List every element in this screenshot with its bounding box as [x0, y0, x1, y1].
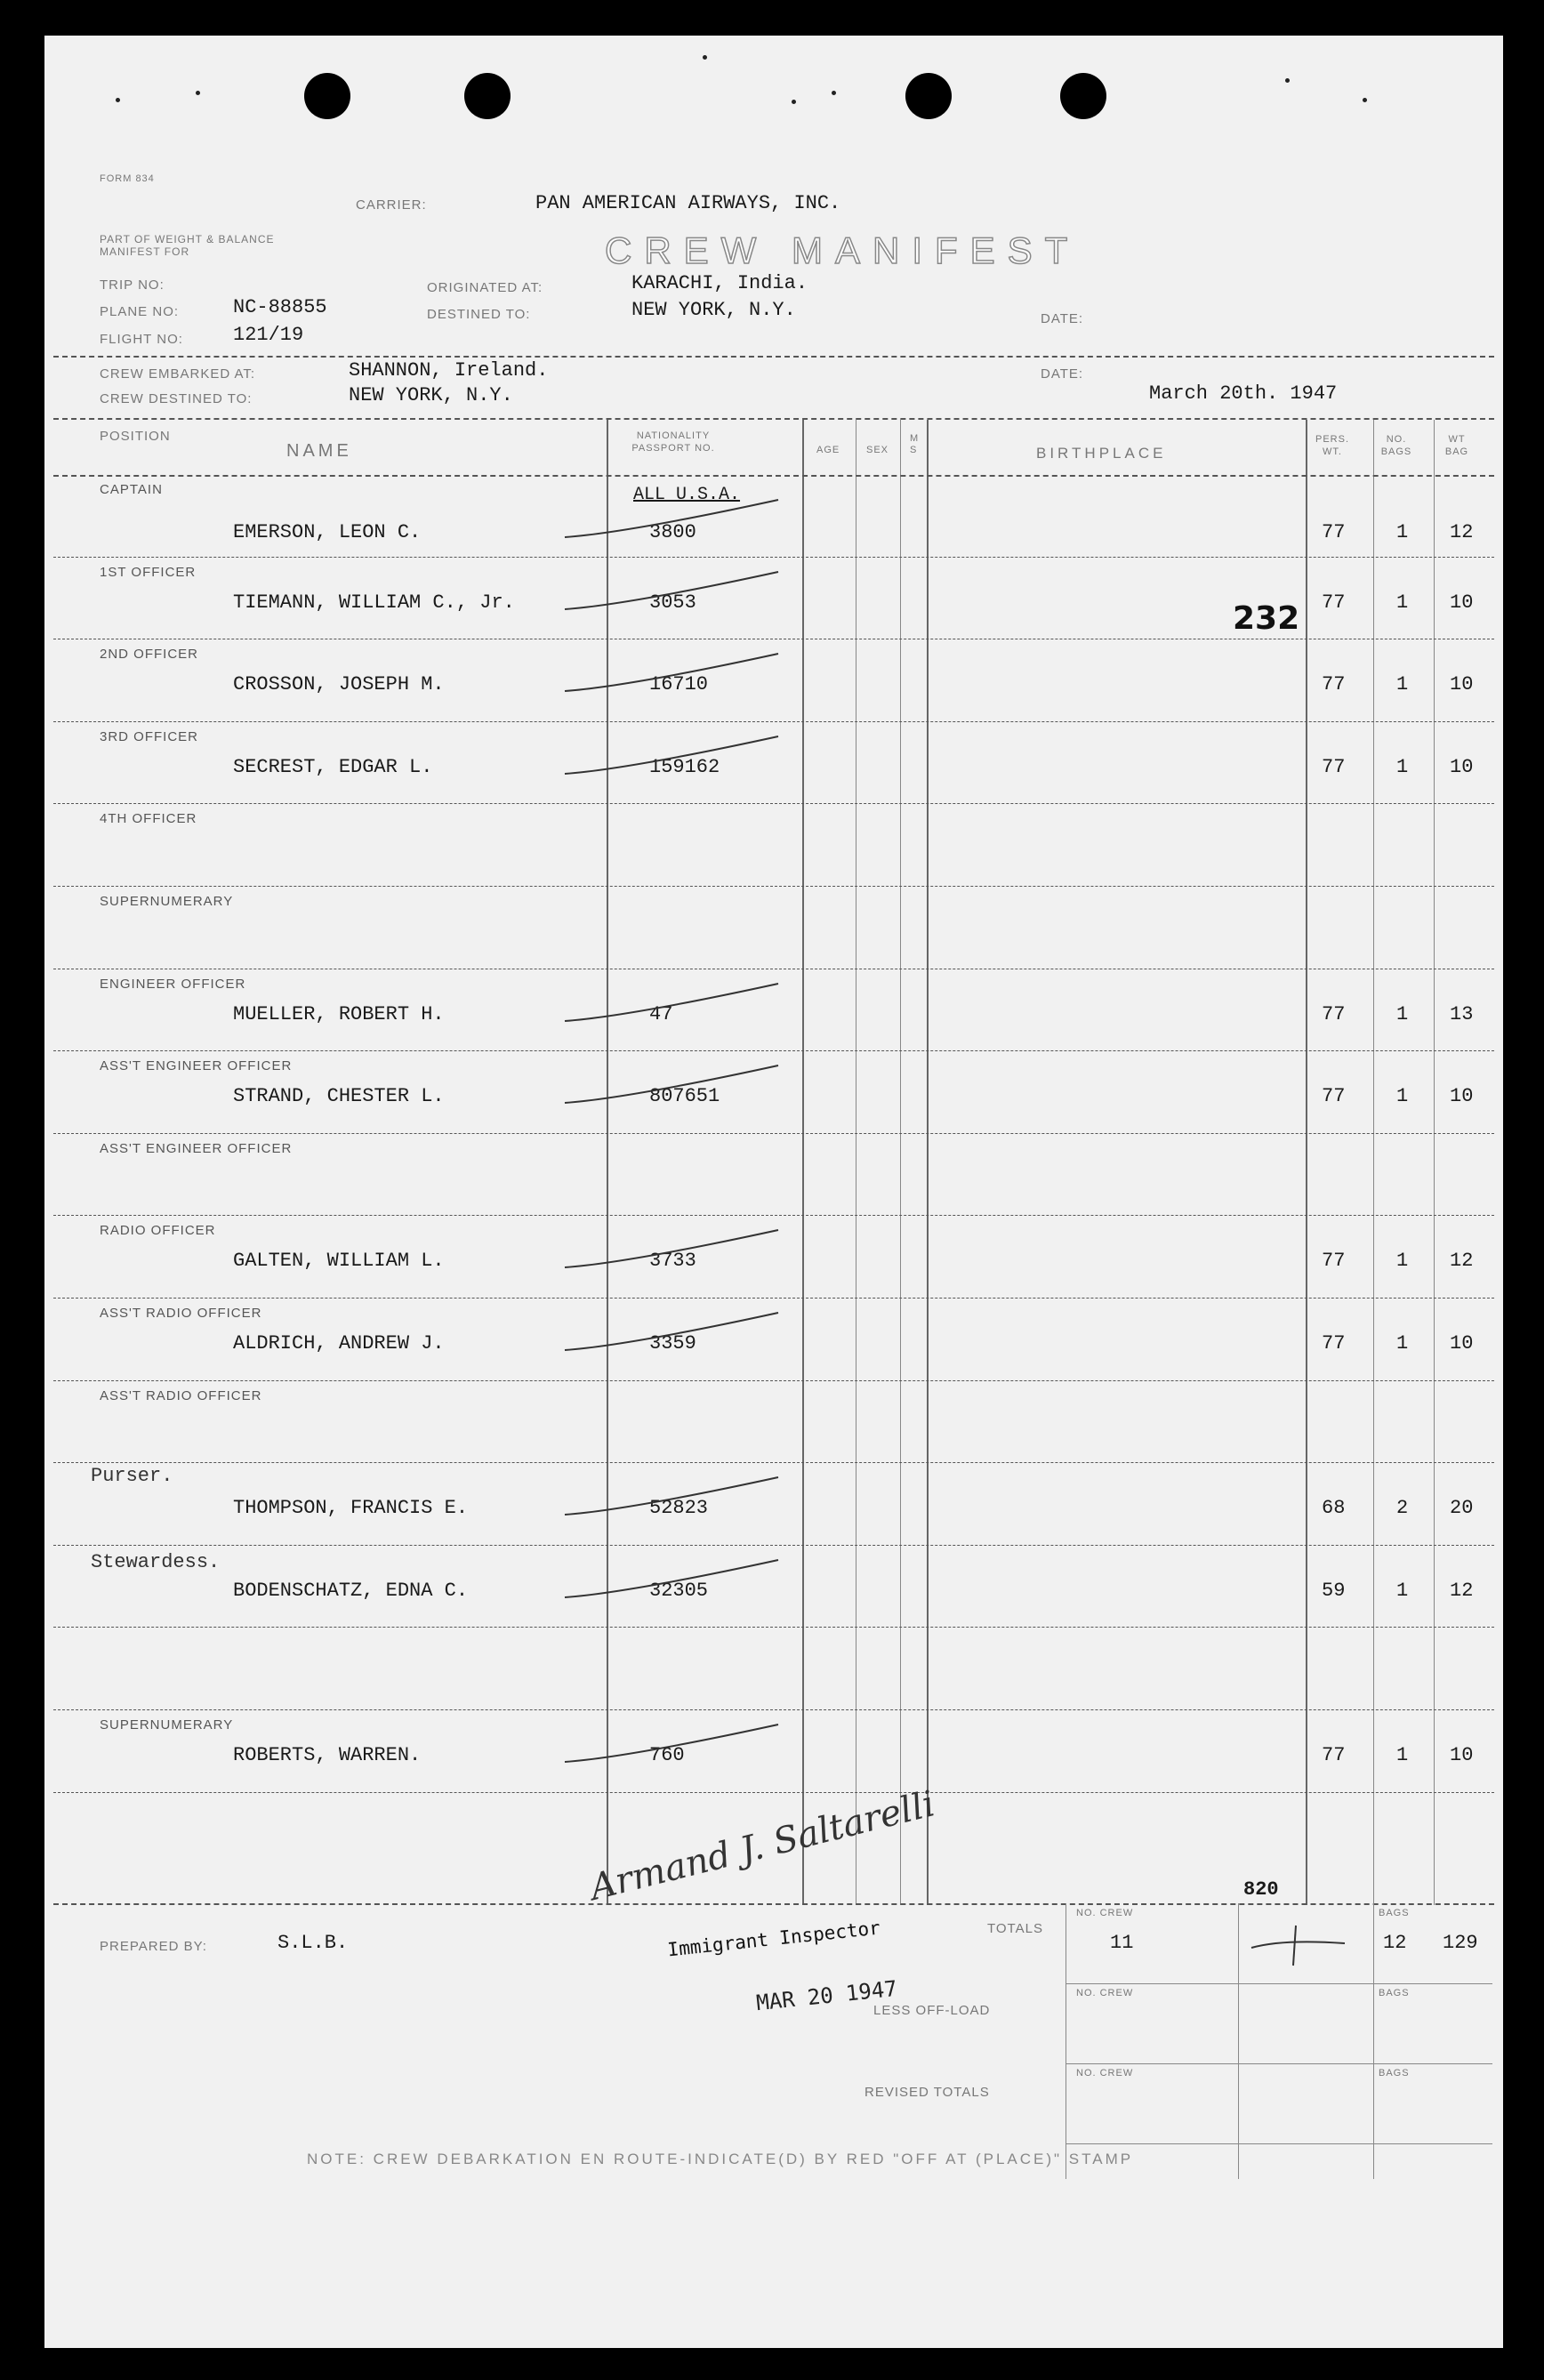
carrier-label: CARRIER:	[356, 197, 427, 213]
bag-count: 1	[1396, 755, 1409, 778]
passport-no: 52823	[649, 1497, 709, 1520]
personal-weight: 77	[1322, 591, 1346, 614]
personal-weight: 77	[1322, 1250, 1346, 1273]
bag-weight: 10	[1450, 673, 1474, 696]
bag-weight: 20	[1450, 1497, 1474, 1520]
date2-label: DATE:	[1041, 366, 1084, 382]
crew-name: EMERSON, LEON C.	[233, 521, 422, 543]
bag-weight: 13	[1450, 1002, 1474, 1025]
table-row	[44, 722, 1503, 805]
table-row	[44, 1381, 1503, 1464]
speck	[832, 91, 836, 95]
totals-label: TOTALS	[987, 1921, 1043, 1936]
personal-weight: 77	[1322, 673, 1346, 696]
revised-totals-label: REVISED TOTALS	[864, 2085, 990, 2100]
plane-no-label: PLANE NO:	[100, 304, 180, 319]
personal-weight: 59	[1322, 1579, 1346, 1602]
passport-no: 47	[649, 1002, 673, 1025]
table-row	[44, 639, 1503, 722]
col-position: POSITION	[100, 429, 171, 444]
col-name: NAME	[286, 441, 352, 461]
position-label: 4TH OFFICER	[100, 811, 197, 827]
table-top-rule	[53, 418, 1494, 420]
col-ms: M S	[910, 433, 920, 455]
position-label: 1ST OFFICER	[100, 564, 197, 580]
header-rule	[53, 356, 1494, 358]
col-no-bags: NO. BAGS	[1380, 434, 1412, 457]
position-label: 3RD OFFICER	[100, 728, 199, 744]
speck	[116, 98, 120, 102]
bag-count: 1	[1396, 521, 1409, 543]
crew-destined-label: CREW DESTINED TO:	[100, 391, 253, 406]
position-label: ASS'T RADIO OFFICER	[100, 1387, 262, 1403]
check-mark	[556, 1717, 787, 1771]
punch-hole	[1060, 73, 1106, 119]
personal-weight: 77	[1322, 1002, 1346, 1025]
position-label: SUPERNUMERARY	[100, 1717, 234, 1733]
bag-count: 1	[1396, 1002, 1409, 1025]
passport-no: 3800	[649, 521, 696, 543]
originated-label: ORIGINATED AT:	[427, 280, 543, 295]
totals-box-mid	[1238, 1903, 1239, 2179]
position-label: ASS'T ENGINEER OFFICER	[100, 1140, 293, 1156]
passport-no: 3053	[649, 591, 696, 614]
bag-weight: 10	[1450, 1085, 1474, 1108]
manifest-sheet	[44, 36, 1503, 2348]
check-mark	[556, 1470, 787, 1524]
check-mark	[556, 1223, 787, 1276]
table-row	[44, 804, 1503, 887]
flight-no-value: 121/19	[233, 324, 304, 346]
check-mark	[556, 977, 787, 1030]
col-pers-wt: PERS. WT.	[1315, 434, 1349, 457]
position-label: ASS'T ENGINEER OFFICER	[100, 1058, 293, 1074]
totals-rule	[1066, 2143, 1492, 2144]
total-bag-weight: 129	[1443, 1932, 1478, 1954]
bags-label: BAGS	[1379, 1908, 1410, 1918]
table-row	[44, 1546, 1503, 1628]
inspector-stamp: Immigrant Inspector	[666, 1917, 881, 1961]
bag-weight: 10	[1450, 591, 1474, 614]
crew-name: MUELLER, ROBERT H.	[233, 1002, 445, 1025]
speck	[1285, 78, 1290, 83]
no-crew-label: NO. CREW	[1076, 1988, 1134, 1998]
bag-count: 1	[1396, 673, 1409, 696]
check-mark	[556, 647, 787, 700]
personal-weight: 77	[1322, 1744, 1346, 1766]
table-row	[44, 1628, 1503, 1710]
total-weight: 820	[1243, 1878, 1279, 1901]
total-bags: 12	[1383, 1932, 1407, 1954]
embarked-value: SHANNON, Ireland.	[349, 359, 549, 382]
table-row	[44, 887, 1503, 969]
check-mark	[556, 565, 787, 618]
plane-no-value: NC-88855	[233, 296, 327, 318]
col-sex: SEX	[866, 445, 889, 455]
punch-hole	[464, 73, 511, 119]
col-birthplace: BIRTHPLACE	[1036, 445, 1167, 462]
crew-destined-value: NEW YORK, N.Y.	[349, 384, 513, 406]
bag-count: 1	[1396, 1085, 1409, 1108]
personal-weight: 77	[1322, 755, 1346, 778]
speck	[703, 55, 707, 60]
bag-count: 1	[1396, 1744, 1409, 1766]
part-of-label: PART OF WEIGHT & BALANCE MANIFEST FOR	[100, 233, 275, 258]
check-mark	[556, 1553, 787, 1606]
passport-no: 16710	[649, 673, 709, 696]
position-label: CAPTAIN	[100, 482, 163, 497]
table-row	[44, 1216, 1503, 1299]
passport-no: 807651	[649, 1085, 720, 1108]
destined-value: NEW YORK, N.Y.	[631, 299, 796, 321]
crew-name: ROBERTS, WARREN.	[233, 1744, 422, 1766]
punch-hole	[905, 73, 952, 119]
trip-no-label: TRIP NO:	[100, 277, 165, 293]
col-nationality: NATIONALITY PASSPORT NO.	[631, 430, 715, 454]
crew-name: CROSSON, JOSEPH M.	[233, 673, 445, 696]
crew-name: GALTEN, WILLIAM L.	[233, 1250, 445, 1273]
bag-weight: 12	[1450, 521, 1474, 543]
bags-label: BAGS	[1379, 1988, 1410, 1998]
bag-weight: 10	[1450, 1332, 1474, 1355]
table-row	[44, 1463, 1503, 1546]
no-crew-label: NO. CREW	[1076, 2068, 1134, 2078]
nationality-all: ALL U.S.A.	[633, 485, 741, 505]
bag-count: 1	[1396, 1332, 1409, 1355]
stamp-date: MAR 20 1947	[754, 1975, 898, 2016]
table-row	[44, 1134, 1503, 1217]
table-bottom-rule	[53, 1903, 1494, 1905]
col-wt-bags: WT BAG	[1444, 434, 1469, 457]
col-age: AGE	[816, 445, 840, 455]
totals-handwritten-mark	[1247, 1921, 1354, 1974]
check-mark	[556, 493, 787, 546]
inspector-signature: Armand J. Saltarelli	[585, 1783, 939, 1909]
position-label: ENGINEER OFFICER	[100, 976, 246, 992]
bag-count: 2	[1396, 1497, 1409, 1520]
passport-no: 3359	[649, 1332, 696, 1355]
prepared-label: PREPARED BY:	[100, 1939, 207, 1954]
table-row	[44, 475, 1503, 558]
carrier-value: PAN AMERICAN AIRWAYS, INC.	[535, 192, 841, 214]
row-rule	[53, 1792, 1494, 1793]
crew-name: THOMPSON, FRANCIS E.	[233, 1497, 469, 1520]
crew-name: TIEMANN, WILLIAM C., Jr.	[233, 591, 515, 614]
crew-name: STRAND, CHESTER L.	[233, 1085, 445, 1108]
crew-name: BODENSCHATZ, EDNA C.	[233, 1579, 469, 1602]
bags-label: BAGS	[1379, 2068, 1410, 2078]
crew-name: SECREST, EDGAR L.	[233, 755, 433, 778]
position-label: Stewardess.	[91, 1550, 221, 1573]
bag-count: 1	[1396, 1579, 1409, 1602]
personal-weight: 77	[1322, 521, 1346, 543]
passport-no: 760	[649, 1744, 685, 1766]
passport-no: 32305	[649, 1579, 709, 1602]
stamp-number: 232	[1233, 600, 1300, 637]
table-row	[44, 1051, 1503, 1134]
flight-no-label: FLIGHT NO:	[100, 332, 183, 347]
bag-weight: 12	[1450, 1579, 1474, 1602]
total-crew: 11	[1110, 1932, 1134, 1954]
table-row	[44, 969, 1503, 1052]
speck	[792, 100, 796, 104]
personal-weight: 77	[1322, 1332, 1346, 1355]
bag-weight: 10	[1450, 755, 1474, 778]
prepared-value: S.L.B.	[277, 1932, 349, 1954]
crew-name: ALDRICH, ANDREW J.	[233, 1332, 445, 1355]
destined-label: DESTINED TO:	[427, 307, 531, 322]
personal-weight: 68	[1322, 1497, 1346, 1520]
position-label: 2ND OFFICER	[100, 647, 199, 663]
table-row	[44, 558, 1503, 640]
less-offload-label: LESS OFF-LOAD	[873, 2003, 991, 2018]
position-label: ASS'T RADIO OFFICER	[100, 1306, 262, 1321]
punch-hole	[304, 73, 350, 119]
totals-rule	[1066, 1983, 1492, 1984]
check-mark	[556, 729, 787, 783]
footnote: NOTE: CREW DEBARKATION EN ROUTE-INDICATE(D) BY RED "OFF AT (PLACE)" STAMP	[307, 2151, 1134, 2167]
speck	[1363, 98, 1367, 102]
form-id: FORM 834	[100, 173, 155, 184]
table-row	[44, 1299, 1503, 1381]
position-label: Purser.	[91, 1465, 173, 1488]
bag-weight: 10	[1450, 1744, 1474, 1766]
no-crew-label: NO. CREW	[1076, 1908, 1134, 1918]
personal-weight: 77	[1322, 1085, 1346, 1108]
bag-weight: 12	[1450, 1250, 1474, 1273]
document-title: CREW MANIFEST	[605, 229, 1081, 271]
date-label: DATE:	[1041, 311, 1084, 326]
position-label: SUPERNUMERARY	[100, 894, 234, 909]
speck	[196, 91, 200, 95]
passport-no: 159162	[649, 755, 720, 778]
originated-value: KARACHI, India.	[631, 272, 808, 294]
totals-box-mid2	[1373, 1903, 1374, 2179]
passport-no: 3733	[649, 1250, 696, 1273]
totals-rule	[1066, 2063, 1492, 2064]
table-row	[44, 1710, 1503, 1793]
position-label: RADIO OFFICER	[100, 1223, 216, 1239]
date2-value: March 20th. 1947	[1149, 382, 1338, 405]
bag-count: 1	[1396, 1250, 1409, 1273]
bag-count: 1	[1396, 591, 1409, 614]
embarked-label: CREW EMBARKED AT:	[100, 366, 256, 382]
check-mark	[556, 1058, 787, 1112]
check-mark	[556, 1306, 787, 1359]
